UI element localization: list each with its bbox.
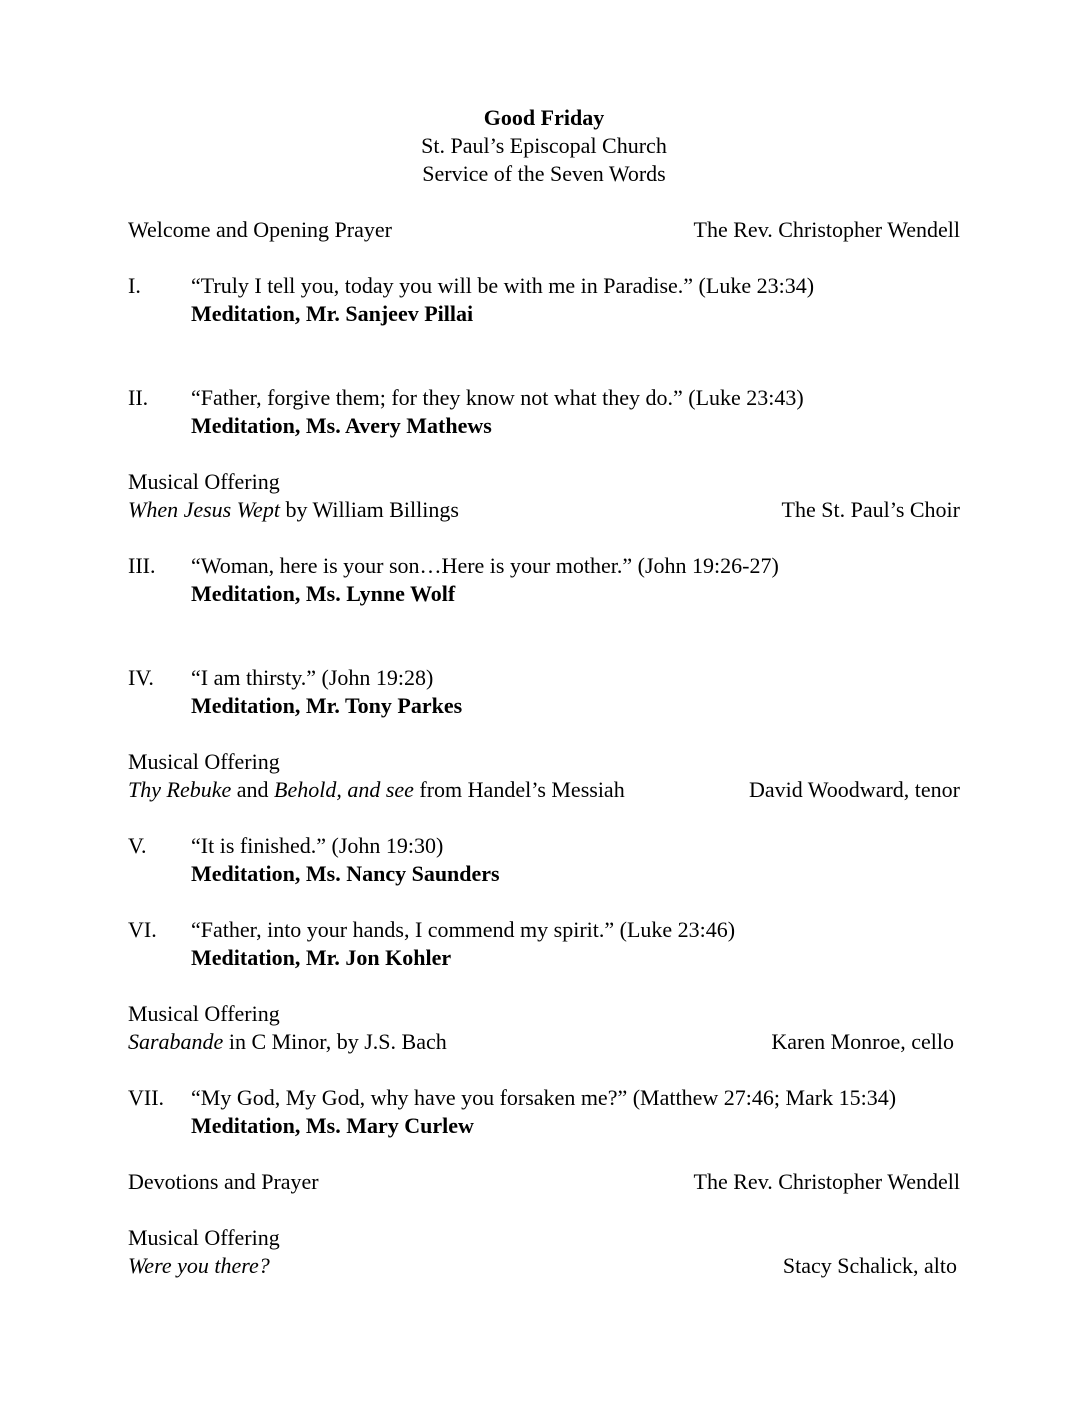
piece-title: When Jesus Wept [128,497,280,522]
piece-composer: from Handel’s Messiah [413,777,625,802]
word-numeral: I. [128,273,141,298]
devotions-label: Devotions and Prayer [128,1169,319,1194]
piece-title: Thy Rebuke [128,777,232,802]
word-meditation: Meditation, Ms. Nancy Saunders [191,861,500,886]
musical-offering-performer: The St. Paul’s Choir [781,497,960,522]
church-name: St. Paul’s Episcopal Church [421,133,667,158]
welcome-label: Welcome and Opening Prayer [128,217,392,242]
word-meditation: Meditation, Mr. Tony Parkes [191,693,463,718]
word-verse: “I am thirsty.” (John 19:28) [191,665,434,690]
word-meditation: Meditation, Ms. Mary Curlew [191,1113,474,1138]
word-numeral: VI. [128,917,157,942]
musical-offering-title [128,1028,447,1056]
word-numeral: III. [128,553,156,578]
musical-offering-performer: Karen Monroe, cello [771,1029,954,1054]
piece-title: Behold, and see [274,777,414,802]
word-verse: “Father, into your hands, I commend my spirit.” (Luke 23:46) [191,917,736,942]
word-verse: “It is finished.” (John 19:30) [191,833,444,858]
word-numeral: II. [128,385,149,410]
piece-conjunction: and [231,777,274,802]
page-title: Good Friday [483,105,605,130]
piece-title: Sarabande [128,1029,224,1054]
musical-offering-heading: Musical Offering [128,1001,280,1026]
word-verse: “My God, My God, why have you forsaken me?” (Matthew 27:46; Mark 15:34) [191,1085,897,1110]
word-meditation: Meditation, Mr. Jon Kohler [191,945,452,970]
musical-offering-performer: Stacy Schalick, alto [782,1253,957,1278]
piece-composer: in C Minor, by J.S. Bach [223,1029,447,1054]
word-meditation: Meditation, Ms. Lynne Wolf [191,581,456,606]
musical-offering-title [128,1252,270,1280]
service-name: Service of the Seven Words [422,161,666,186]
musical-offering-title [128,496,459,524]
piece-composer: by William Billings [279,497,459,522]
musical-offering-heading: Musical Offering [128,749,280,774]
musical-offering-performer: David Woodward, tenor [748,777,960,802]
word-meditation: Meditation, Mr. Sanjeev Pillai [191,301,474,326]
word-numeral: IV. [128,665,154,690]
word-verse: “Woman, here is your son…Here is your mother.” (John 19:26-27) [191,553,779,578]
musical-offering-title [128,776,625,804]
musical-offering-heading: Musical Offering [128,1225,280,1250]
word-verse: “Truly I tell you, today you will be with me in Paradise.” (Luke 23:34) [191,273,815,298]
word-numeral: VII. [128,1085,165,1110]
welcome-leader: The Rev. Christopher Wendell [693,217,960,242]
piece-title: Were you there? [128,1253,270,1278]
word-meditation: Meditation, Ms. Avery Mathews [191,413,492,438]
word-numeral: V. [128,833,147,858]
musical-offering-heading: Musical Offering [128,469,280,494]
devotions-leader: The Rev. Christopher Wendell [693,1169,960,1194]
word-verse: “Father, forgive them; for they know not what they do.” (Luke 23:43) [191,385,804,410]
